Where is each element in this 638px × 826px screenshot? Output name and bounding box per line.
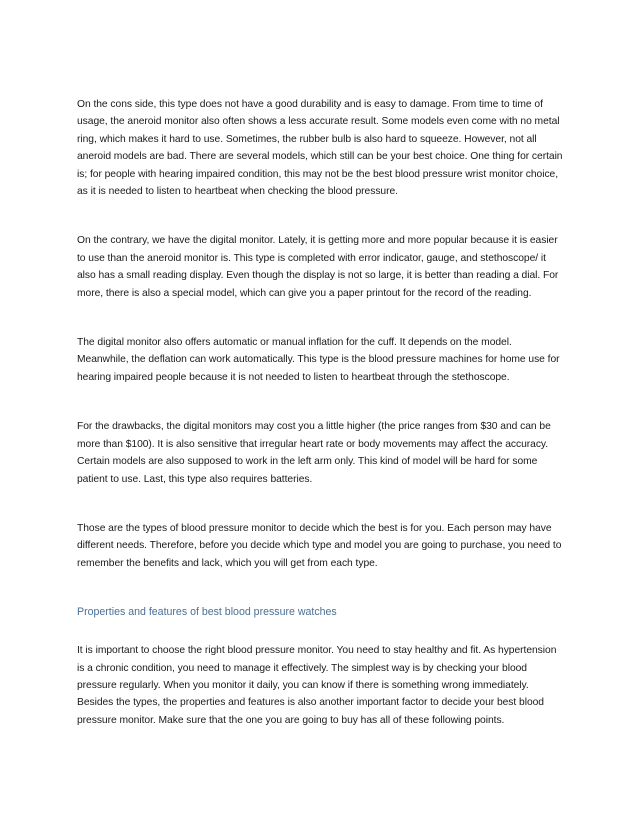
paragraph-inflation: The digital monitor also offers automatic or manual inflation for the cuff. It depends on the model. Meanwhile, the deflation can work automatically. This type is the blood pressure machines for home use for hearing impaired people because it is not needed to listen to heartbeat through the stethoscope. — [77, 337, 560, 383]
section-heading: Properties and features of best blood pressure watches — [77, 606, 337, 619]
paragraph-properties-intro: It is important to choose the right blood pressure monitor. You need to stay healthy and fit. As hypertension is a chronic condition, you need to manage it effectively. The simplest way is by checking your blood pressure regularly. When you monitor it daily, you can know if there is something wrong immediately. Besides the types, the properties and features is also another important factor to decide your best blood pressure monitor. Make sure that the one you are going to buy has all of these following points. — [77, 645, 557, 726]
paragraph-summary: Those are the types of blood pressure monitor to decide which the best is for you. Each person may have different needs. Therefore, before you decide which type and model you are going to purchase, you need to remember the benefits and lack, which you will get from each type. — [77, 522, 562, 569]
page-content — [77, 96, 563, 729]
paragraph-digital-monitor: On the contrary, we have the digital monitor. Lately, it is getting more and more popular because it is easier to use than the aneroid monitor is. This type is completed with error indicator, gauge, and stethoscope/ it also has a small reading display. Even though the display is not so large, it is better than reading a dial. For more, there is also a special model, which can give you a paper printout for the record of the reading. — [77, 235, 559, 299]
paragraph-cons-aneroid: On the cons side, this type does not have a good durability and is easy to damage. From time to time of usage, the aneroid monitor also often shows a less accurate result. Some models even come with no metal ring, which makes it hard to use. Sometimes, the rubber bulb is also hard to squeeze. However, not all aneroid models are bad. There are several models, which still can be your best choice. One thing for certain is; for people with hearing impaired condition, this may not be the best blood pressure wrist monitor choice, as it is needed to listen to heartbeat when checking the blood pressure. — [77, 99, 563, 198]
paragraph-drawbacks: For the drawbacks, the digital monitors may cost you a little higher (the price ranges from $30 and can be more than $100). It is also sensitive that irregular heart rate or body movements may affect the accuracy. Certain models are also supposed to work in the left arm only. This kind of model will be hard for some patient to use. Last, this type also requires batteries. — [77, 421, 551, 485]
